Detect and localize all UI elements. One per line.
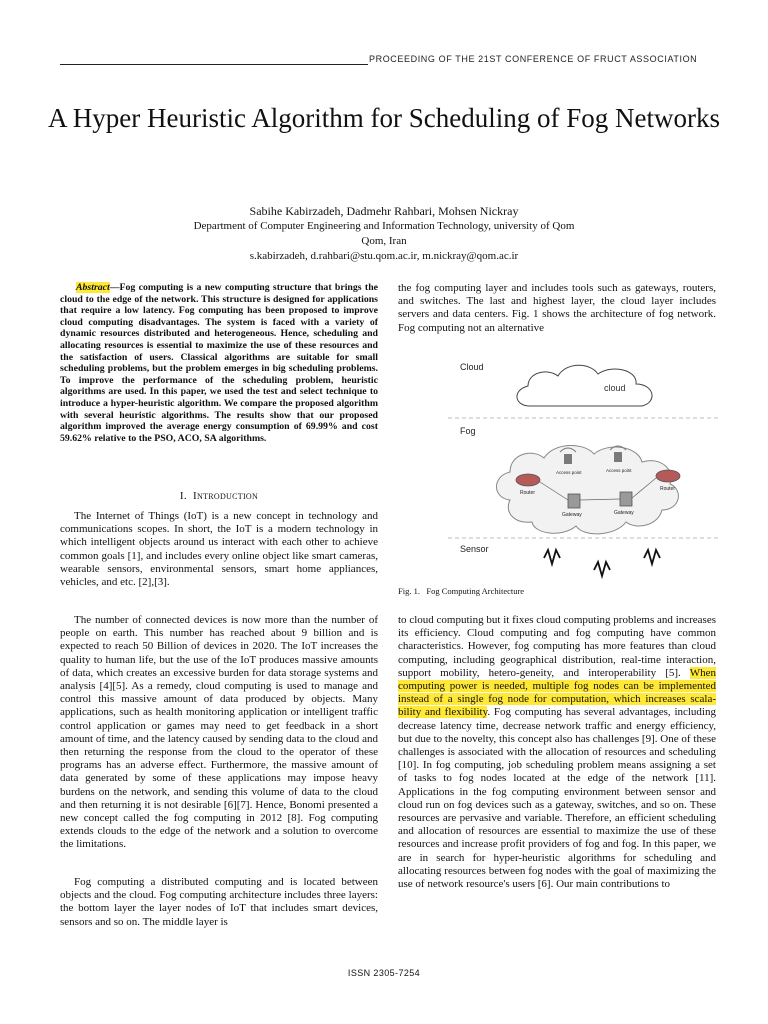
gateway-1-icon [568, 494, 580, 508]
gateway-2-icon [620, 492, 632, 506]
access-point-1-label: Access point [556, 470, 582, 475]
sensor-wave-1-icon [544, 550, 560, 564]
right-bottom-part2: . Fog computing has several advantages, including decrease latency time, decrease network traffic and energy efficiency, but due to the novelty, this concept also has challenges [9]. One of these challenges is associated with the allocation of resources and scheduling [10]. In fog computing, job scheduling problem means assigning a set of tasks to fog nodes located at the edge of the network [11]. Applications in the fog computing environment between sensor and cloud run on fog devices such as a gateway, switches, and so on. These resources are pervasive and variable. Therefore, an efficient scheduling and allocation of resources are essential to maximize the use of these resources and increase profit providers of fog and fog. In this paper, we are in search for hyper-heuristic algorithms for scheduling and allocating resources between fog nodes with the goal of maximizing the use of network resource's users [6]. Our main contributions to [398, 706, 716, 891]
conference-header: PROCEEDING OF THE 21ST CONFERENCE OF FRUCT ASSOCIATION [369, 54, 698, 64]
access-point-2-label: Access point [606, 468, 632, 473]
router-2-label: Router [660, 486, 676, 492]
intro-para-2-block [60, 614, 378, 852]
department: Department of Computer Engineering and Information Technology, university of Qom [193, 220, 575, 232]
router-1-icon [516, 474, 540, 486]
affiliation [40, 219, 728, 264]
emails: s.kabirzadeh, d.rahbari@stu.qom.ac.ir, m.nickray@qom.ac.ir [249, 250, 519, 262]
intro-paragraph-2: The number of connected devices is now more than the number of people on earth. This number has reached about 9 billion and is expected to reach 50 Billion of devices in 2020. The IoT increases the quality to human life, but the use of the IoT produces massive amounts of data, which creates an excessive burden for data storage systems and analysis [4][5]. As a remedy, cloud computing is used to manage and control this massive amount of data produced by objects. Many applications, such as health monitoring application or intelligent traffic control application or games may need to get feedback in a short amount of time, and the latency caused by sending data to the cloud and then returning the response from the cloud to the operator of these programs has an adverse effect. Furthermore, the massive amount of data generated by some of these applications may impose heavy burdens on the network, and sending this volume of data to the cloud and then returning it is not desirable [6][7]. Hence, Bonomi presented a new concept called the fog computing in 2012 [8]. Fog computing extends clouds to the edge of the network and a solution to overcome the limitations. [60, 614, 378, 851]
cloud-shape [517, 365, 652, 406]
gateway-2-label: Gateway [614, 510, 634, 516]
paper-authors: Sabihe Kabirzadeh, Dadmehr Rahbari, Mohsen Nickray [249, 204, 519, 218]
intro-paragraph-3: Fog computing a distributed computing and is located between objects and the cloud. Fog computing architecture includes three layers: the bottom layer the layer nodes of IoT that includes smart devices, sensors and so on. The middle layer is [60, 876, 378, 928]
router-1-label: Router [520, 490, 536, 496]
figure-caption-text: Fog Computing Architecture [426, 586, 525, 596]
right-bottom-part1: to cloud computing but it fixes cloud computing problems and increases its efficiency. Cloud computing and fog computing have common characteristics. However, fog computing has more features than cloud computing, including geographical distribution, real-time interaction, support mobility, hetero-geneity, and interoperability [5]. [398, 614, 716, 679]
right-top-paragraph: the fog computing layer and includes tools such as gateways, routers, and switches. The last and highest layer, the cloud layer includes servers and data centers. Fig. 1 shows the architecture of fog network. Fog computing not an alternative [398, 282, 716, 334]
right-top-block [398, 282, 716, 335]
fog-layer-label: Fog [460, 426, 476, 436]
right-bottom-block [398, 614, 716, 891]
right-bottom-paragraph [398, 614, 716, 891]
router-2-icon [656, 470, 680, 482]
abstract-block [60, 282, 378, 444]
intro-para-3-block [60, 876, 378, 929]
abstract-text: —Fog computing is a new computing structure that brings the cloud to the edge of the network. This structure is designed for applications that require a low latency. Fog computing has been proposed to improve cloud computing disadvantages. The system is faced with a variety of dynamic resources distributed and heterogeneous. Hence, scheduling and allocating resources is essential to maximize the use of these resources and the satisfaction of users. Classical algorithms are suitable for small scheduling problems, but the problem emerges in big scheduling problems. To improve the performance of the scheduling problem, heuristic algorithms are used. In this paper, we used the test and select technique to introduce a hyper-heuristic algorithm. We compare the proposed algorithm with several heuristic algorithms. The results show that our proposed algorithm improved the average energy consumption of 69.99% and cost 59.62% relative to the PSO, ACO, SA algorithms. [60, 282, 378, 444]
section-heading-introduction [60, 490, 378, 502]
location: Qom, Iran [361, 235, 407, 247]
section-title: Introduction [193, 490, 259, 502]
cloud-layer-label: Cloud [460, 362, 484, 372]
section-number: I. [179, 490, 187, 502]
intro-para-1-block [60, 510, 378, 589]
fog-architecture-figure [448, 350, 720, 582]
highlighted-sentence: When computing power is needed, multiple fog nodes can be implemented instead of a single fog node for computation, which increases scala-bility and flexibility [398, 666, 716, 719]
sensor-wave-2-icon [594, 562, 610, 576]
sensor-wave-3-icon [644, 550, 660, 564]
sensor-layer-label: Sensor [460, 544, 489, 554]
abstract [60, 282, 378, 444]
paper-title: A Hyper Heuristic Algorithm for Scheduling of Fog Networks [48, 103, 720, 133]
figure-caption [398, 586, 524, 596]
gateway-1-label: Gateway [562, 512, 582, 518]
figure-caption-number: Fig. 1. [398, 586, 420, 596]
issn-footer: ISSN 2305-7254 [347, 968, 421, 978]
cloud-label: cloud [604, 383, 626, 393]
header-rule [60, 64, 368, 65]
abstract-label: Abstract [76, 282, 110, 293]
intro-paragraph-1: The Internet of Things (IoT) is a new concept in technology and communications scopes. In short, the IoT is a modern technology in which intelligent objects around us interact with each other to achieve common goals [1], and includes every online object like smart cameras, wearable sensors, environmental sensors, smart home appliances, vehicles, and etc. [2],[3]. [60, 510, 378, 589]
